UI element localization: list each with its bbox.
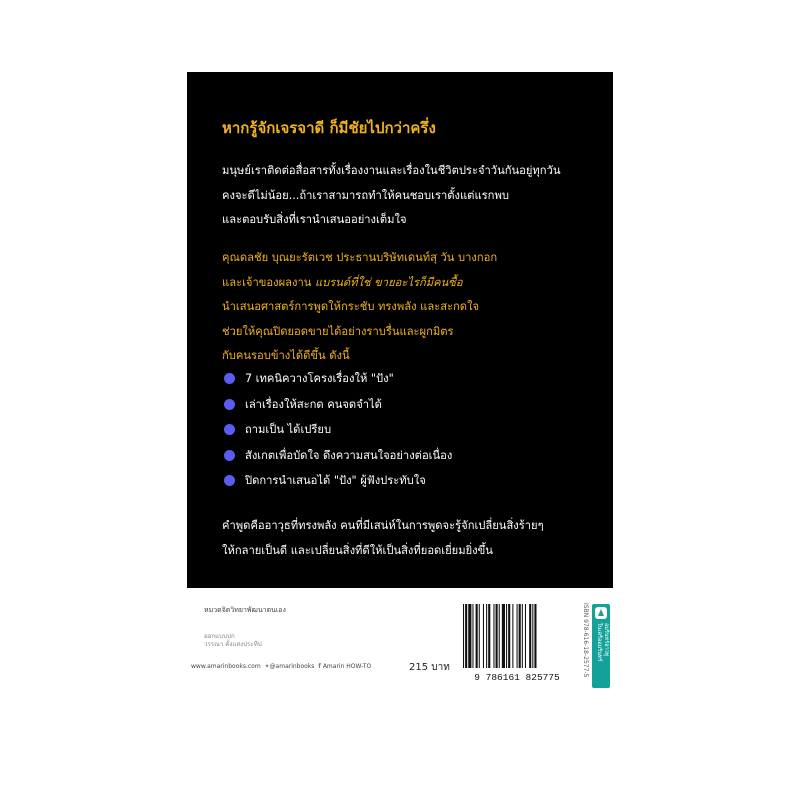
headline: หากรู้จักเจรจาดี ก็มีชัยไปกว่าครึ่ง: [222, 119, 436, 137]
list-item: [224, 468, 452, 494]
barcode-bar: [472, 604, 473, 668]
back-info-strip: [187, 588, 613, 700]
bullet-text: ปิดการนำเสนอได้ "ปัง" ผู้ฟังประทับใจ: [245, 474, 426, 487]
category-label: หมวดจิตวิทยาพัฒนาตนเอง: [204, 606, 286, 614]
intro-line: และตอบรับสิ่งที่เรานำเสนออย่างเต็มใจ: [222, 213, 407, 226]
closing-line: คำพูดคืออาวุธที่ทรงพลัง คนที่มีเสน่ห์ในการพูดจะรู้จักเปลี่ยนสิ่งร้ายๆ: [222, 519, 544, 532]
barcode-bar: [488, 604, 490, 668]
barcode-bar: [465, 604, 467, 668]
intro-paragraph: [222, 159, 561, 233]
intro-line: มนุษย์เราติดต่อสื่อสารทั้งเรื่องงานและเรื่องในชีวิตประจำวันกันอยู่ทุกวัน: [222, 164, 561, 177]
barcode-bar: [534, 604, 536, 668]
twitter-icon: ✦: [264, 663, 270, 670]
social-links: [191, 663, 371, 670]
intro-line: คงจะดีไม่น้อย...ถ้าเราสามารถทำให้คนชอบเราตั้งแต่แรกพบ: [222, 188, 509, 202]
website-link[interactable]: www.amarinbooks.com: [191, 663, 261, 670]
barcode-bar: [476, 604, 478, 668]
publisher-name-line: ในเครืออมรินทร์: [596, 623, 602, 662]
bullet-text: ถามเป็น ได้เปรียบ: [245, 423, 332, 436]
barcode-bar: [519, 604, 521, 668]
bullet-dot-icon: [224, 399, 235, 410]
publisher-badge: [592, 604, 610, 688]
barcode-bar: [506, 604, 507, 668]
list-item: [224, 417, 452, 443]
bullet-dot-icon: [224, 373, 235, 384]
barcode-bar: [532, 604, 533, 668]
barcode-digits: 9 786161 825775: [474, 672, 560, 683]
bullet-dot-icon: [224, 450, 235, 461]
publisher-name-line: อมรินทร์ฮาวทู: [603, 623, 609, 657]
list-item: [224, 392, 452, 418]
barcode-bar: [499, 604, 500, 668]
barcode-bars: [463, 604, 537, 668]
publisher-logo-icon: [595, 607, 607, 619]
facebook-page[interactable]: Amarin HOW-TO: [322, 663, 372, 670]
barcode-bar: [522, 604, 523, 668]
barcode-bar: [529, 604, 531, 668]
barcode-bar: [483, 604, 484, 668]
barcode-bar: [508, 604, 510, 668]
designer-credit-label: ออกแบบปก: [204, 633, 235, 640]
author-line: คุณดลชัย บุณยะรัตเวช ประธานบริษัทเดนท์สุ วัน บางกอก: [222, 251, 498, 264]
bullet-text: สังเกตเพื่อบัดใจ ดึงความสนใจอย่างต่อเนื่อง: [245, 448, 453, 462]
author-line: ช่วยให้คุณปิดยอดขายได้อย่างราบรื่นและผูกมิตร: [222, 324, 454, 338]
bullet-text: 7 เทคนิควางโครงเรื่องให้ "ปัง": [245, 372, 394, 385]
designer-credit-name: วรรณา ตั้งแสงประทีป: [204, 641, 262, 648]
author-line: กับคนรอบข้างได้ดีขึ้น ดังนี้: [222, 349, 350, 362]
list-item: [224, 366, 452, 392]
author-line: นำเสนอศาสตร์การพูดให้กระชับ ทรงพลัง และสะกดใจ: [222, 300, 480, 313]
barcode-bar: [512, 604, 513, 668]
barcode-bar: [496, 604, 498, 668]
twitter-handle[interactable]: @amarinbooks: [269, 663, 315, 670]
bullet-text: เล่าเรื่องให้สะกด คนจดจำได้: [245, 397, 382, 411]
list-item: [224, 443, 452, 469]
closing-line: ให้กลายเป็นดี และเปลี่ยนสิ่งที่ดีให้เป็นสิ่งที่ยอดเยี่ยมยิ่งขึ้น: [222, 543, 493, 557]
closing-paragraph: [222, 514, 544, 563]
isbn-text: ISBN 978-616-18-2577-5: [582, 603, 589, 678]
barcode-bar: [463, 604, 464, 668]
price-label: 215 บาท: [409, 662, 450, 673]
barcode-bar: [479, 604, 480, 668]
author-line-prefix: และเจ้าของผลงาน: [222, 275, 315, 289]
front-cover: [187, 72, 613, 588]
publisher-name: [595, 623, 609, 661]
bullet-dot-icon: [224, 424, 235, 435]
barcode-bar: [525, 604, 526, 668]
barcode-bar: [468, 604, 471, 668]
barcode-bar: [493, 604, 494, 668]
barcode-bar: [486, 604, 487, 668]
barcode-bar: [502, 604, 505, 668]
barcode: [457, 602, 577, 684]
author-paragraph: [222, 246, 497, 369]
bullet-dot-icon: [224, 475, 235, 486]
barcode-bar: [517, 604, 518, 668]
facebook-icon: f: [318, 663, 321, 670]
bullet-list: [224, 366, 452, 494]
book-title-reference: แบรนด์ที่ใช่ ขายอะไรก็มีคนซื้อ: [314, 275, 463, 289]
